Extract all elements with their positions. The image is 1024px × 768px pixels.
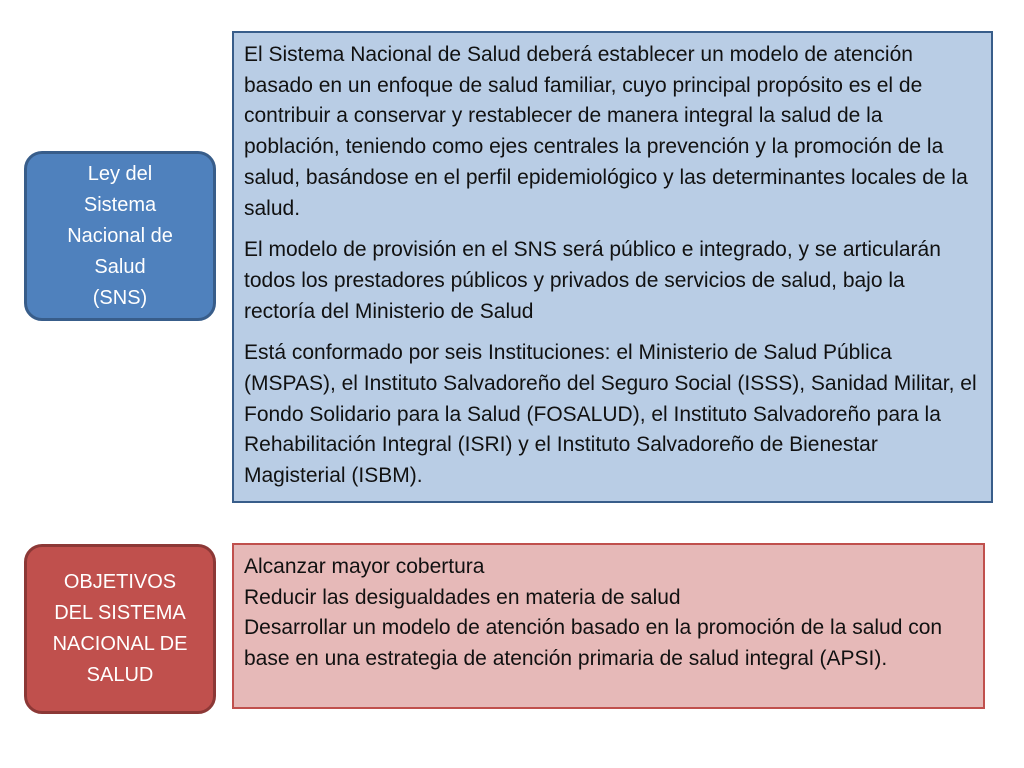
- objetivo-desigualdades: Reducir las desigualdades en materia de salud: [244, 585, 681, 609]
- ley-sns-description-box: [232, 31, 993, 503]
- objetivos-list-box: [232, 543, 985, 709]
- ley-paragraph-modelo-provision: El modelo de provisión en el SNS será público e integrado, y se articularán todos los prestadores públicos y privados de servicios de salud, bajo la rectoría del Ministerio de Salud: [244, 238, 941, 323]
- objetivos-label-box: [24, 544, 216, 714]
- objetivo-cobertura: Alcanzar mayor cobertura: [244, 555, 485, 578]
- objetivo-modelo-atencion: Desarrollar un modelo de atención basado en la promoción de la salud con base en una estrategia de atención primaria de salud integral (APSI).: [244, 616, 943, 671]
- ley-paragraph-modelo-atencion: El Sistema Nacional de Salud deberá establecer un modelo de atención basado en un enfoque de salud familiar, cuyo principal propósito es el de contribuir a conservar y restablecer de manera integral la salud de la población, teniendo como ejes centrales la prevención y la promoción de la salud, basándose en el perfil epidemiológico y las determinantes locales de la salud.: [244, 43, 968, 220]
- ley-sns-label: Ley del Sistema Nacional de Salud (SNS): [67, 162, 173, 309]
- ley-sns-label-box: [24, 151, 216, 321]
- objetivos-label: OBJETIVOS DEL SISTEMA NACIONAL DE SALUD: [52, 571, 188, 686]
- ley-paragraph-instituciones: Está conformado por seis Instituciones: el Ministerio de Salud Pública (MSPAS), el Instituto Salvadoreño del Seguro Social (ISSS), Sanidad Militar, el Fondo Solidario para la Salud (FOSALUD), el Instituto Salvadoreño para la Rehabilitación Integral (ISRI) y el Instituto Salvadoreño de Bienestar Magisterial (ISBM).: [244, 341, 977, 488]
